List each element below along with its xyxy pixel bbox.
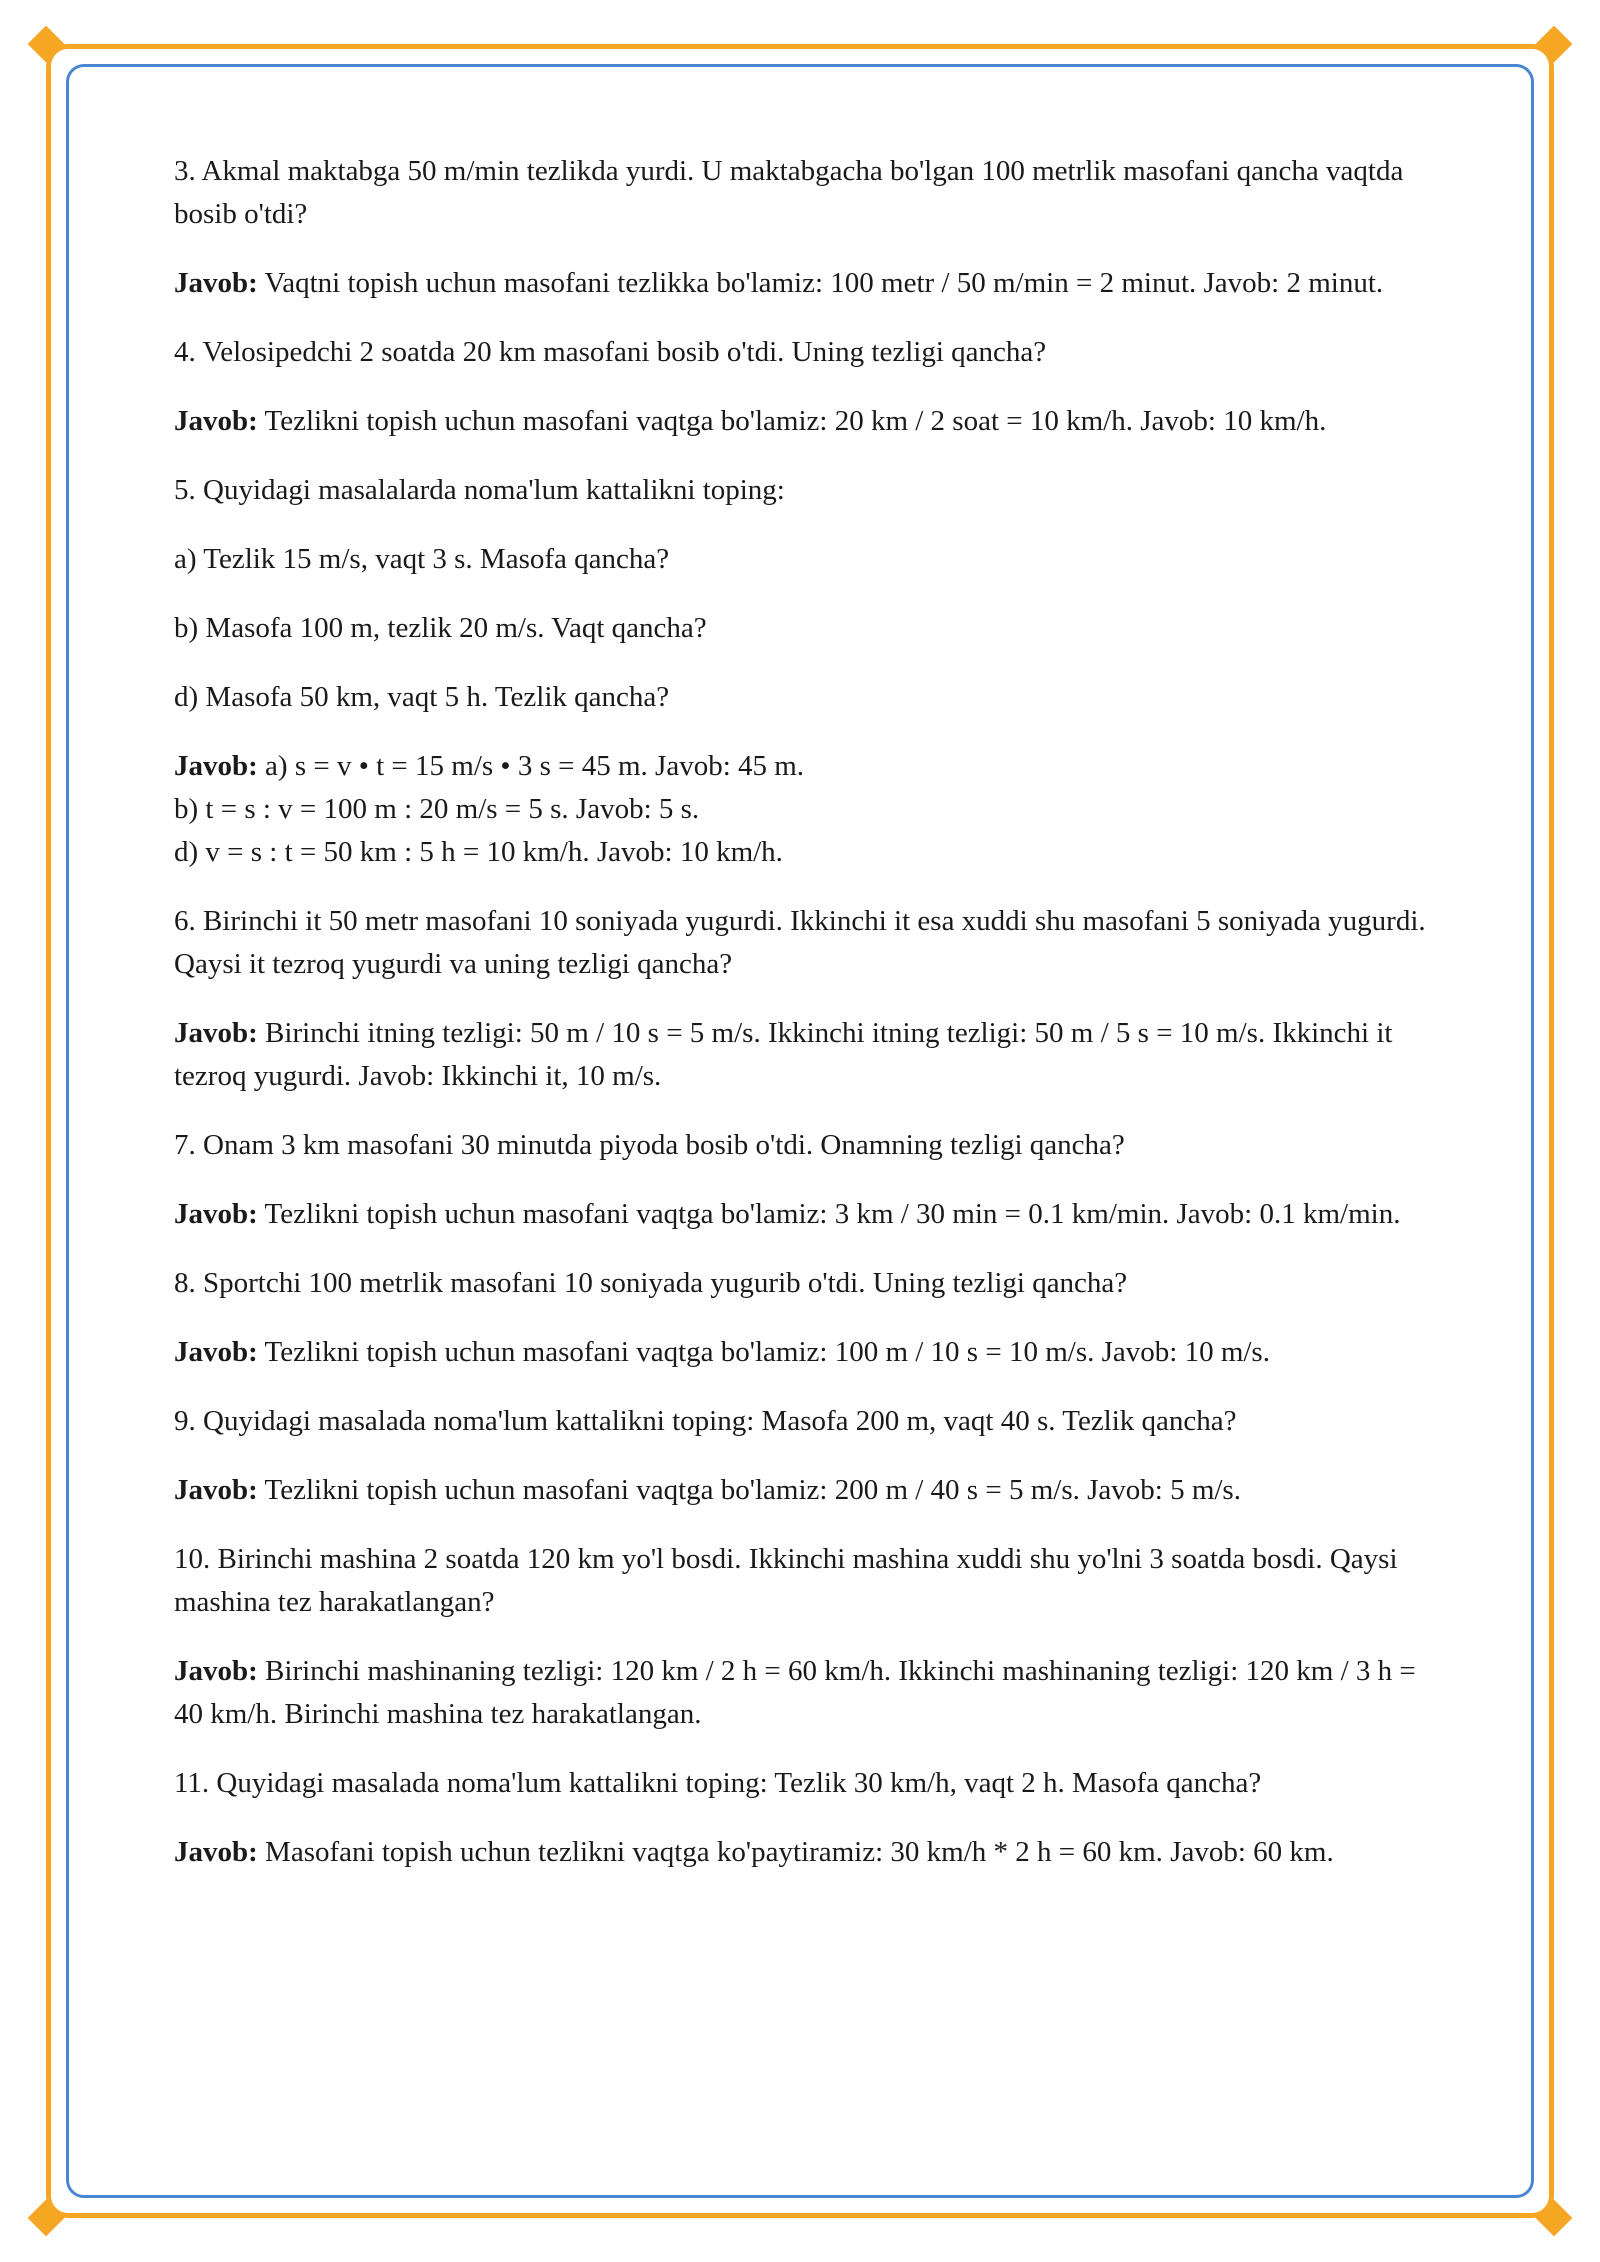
answer-label: Javob: xyxy=(174,1474,258,1506)
answer-text: Masofani topish uchun tezlikni vaqtga ko'paytiramiz: 30 km/h * 2 h = 60 km. Javob: 60 km. xyxy=(257,1836,1334,1868)
answer-paragraph xyxy=(174,1650,1436,1736)
question-text: d) Masofa 50 km, vaqt 5 h. Tezlik qancha? xyxy=(174,681,670,713)
answer-paragraph xyxy=(174,1331,1436,1374)
question-paragraph xyxy=(174,1762,1436,1805)
answer-text: Birinchi itning tezligi: 50 m / 10 s = 5 m/s. Ikkinchi itning tezligi: 50 m / 5 s = 10 m/s. Ikkinchi it tezroq yugurdi. Javob: Ikkinchi it, 10 m/s. xyxy=(174,1017,1393,1092)
question-paragraph xyxy=(174,900,1436,986)
answer-label: Javob: xyxy=(174,405,258,437)
question-text: 8. Sportchi 100 metrlik masofani 10 soniyada yugurib o'tdi. Uning tezligi qancha? xyxy=(174,1267,1128,1299)
answer-label: Javob: xyxy=(174,1198,258,1230)
question-text: 6. Birinchi it 50 metr masofani 10 soniyada yugurdi. Ikkinchi it esa xuddi shu masofani 5 soniyada yugurdi. Qaysi it tezroq yugurdi va uning tezligi qancha? xyxy=(174,905,1426,980)
question-text: a) Tezlik 15 m/s, vaqt 3 s. Masofa qancha? xyxy=(174,543,670,575)
answer-text: Tezlikni topish uchun masofani vaqtga bo'lamiz: 200 m / 40 s = 5 m/s. Javob: 5 m/s. xyxy=(257,1474,1241,1506)
answer-label: Javob: xyxy=(174,267,258,299)
answer-paragraph xyxy=(174,400,1436,443)
question-text: 11. Quyidagi masalada noma'lum kattalikni toping: Tezlik 30 km/h, vaqt 2 h. Masofa qancha? xyxy=(174,1767,1262,1799)
question-paragraph xyxy=(174,1400,1436,1443)
question-text: 4. Velosipedchi 2 soatda 20 km masofani bosib o'tdi. Uning tezligi qancha? xyxy=(174,336,1047,368)
question-paragraph xyxy=(174,1538,1436,1624)
answer-text: Tezlikni topish uchun masofani vaqtga bo'lamiz: 100 m / 10 s = 10 m/s. Javob: 10 m/s. xyxy=(257,1336,1270,1368)
answer-line: d) v = s : t = 50 km : 5 h = 10 km/h. Javob: 10 km/h. xyxy=(174,836,783,868)
question-paragraph xyxy=(174,469,1436,512)
sub-question-paragraph xyxy=(174,607,1436,650)
question-paragraph xyxy=(174,1262,1436,1305)
answer-label: Javob: xyxy=(174,1655,258,1687)
answer-paragraph xyxy=(174,1193,1436,1236)
question-text: 5. Quyidagi masalalarda noma'lum kattalikni toping: xyxy=(174,474,785,506)
answer-paragraph xyxy=(174,262,1436,305)
document-body xyxy=(174,150,1436,1900)
answer-text: Tezlikni topish uchun masofani vaqtga bo'lamiz: 3 km / 30 min = 0.1 km/min. Javob: 0.1 km/min. xyxy=(257,1198,1401,1230)
answer-paragraph xyxy=(174,745,1436,874)
answer-label: Javob: xyxy=(174,1836,258,1868)
answer-text: Vaqtni topish uchun masofani tezlikka bo'lamiz: 100 metr / 50 m/min = 2 minut. Javob: 2 minut. xyxy=(257,267,1384,299)
answer-paragraph xyxy=(174,1012,1436,1098)
answer-text: Tezlikni topish uchun masofani vaqtga bo'lamiz: 20 km / 2 soat = 10 km/h. Javob: 10 km/h. xyxy=(257,405,1327,437)
question-text: 10. Birinchi mashina 2 soatda 120 km yo'l bosdi. Ikkinchi mashina xuddi shu yo'lni 3 soatda bosdi. Qaysi mashina tez harakatlangan? xyxy=(174,1543,1398,1618)
answer-label: Javob: xyxy=(174,750,258,782)
answer-label: Javob: xyxy=(174,1017,258,1049)
question-text: 3. Akmal maktabga 50 m/min tezlikda yurdi. U maktabgacha bo'lgan 100 metrlik masofani qancha vaqtda bosib o'tdi? xyxy=(174,155,1404,230)
answer-text: Birinchi mashinaning tezligi: 120 km / 2 h = 60 km/h. Ikkinchi mashinaning tezligi: 120 km / 3 h = 40 km/h. Birinchi mashina tez harakatlangan. xyxy=(174,1655,1416,1730)
answer-paragraph xyxy=(174,1831,1436,1874)
answer-paragraph xyxy=(174,1469,1436,1512)
sub-question-paragraph xyxy=(174,538,1436,581)
answer-line: b) t = s : v = 100 m : 20 m/s = 5 s. Javob: 5 s. xyxy=(174,793,700,825)
answer-line: a) s = v • t = 15 m/s • 3 s = 45 m. Javob: 45 m. xyxy=(257,750,805,782)
question-text: 9. Quyidagi masalada noma'lum kattalikni toping: Masofa 200 m, vaqt 40 s. Tezlik qancha? xyxy=(174,1405,1237,1437)
question-paragraph xyxy=(174,331,1436,374)
question-paragraph xyxy=(174,150,1436,236)
question-paragraph xyxy=(174,1124,1436,1167)
question-text: b) Masofa 100 m, tezlik 20 m/s. Vaqt qancha? xyxy=(174,612,707,644)
question-text: 7. Onam 3 km masofani 30 minutda piyoda bosib o'tdi. Onamning tezligi qancha? xyxy=(174,1129,1125,1161)
answer-label: Javob: xyxy=(174,1336,258,1368)
sub-question-paragraph xyxy=(174,676,1436,719)
